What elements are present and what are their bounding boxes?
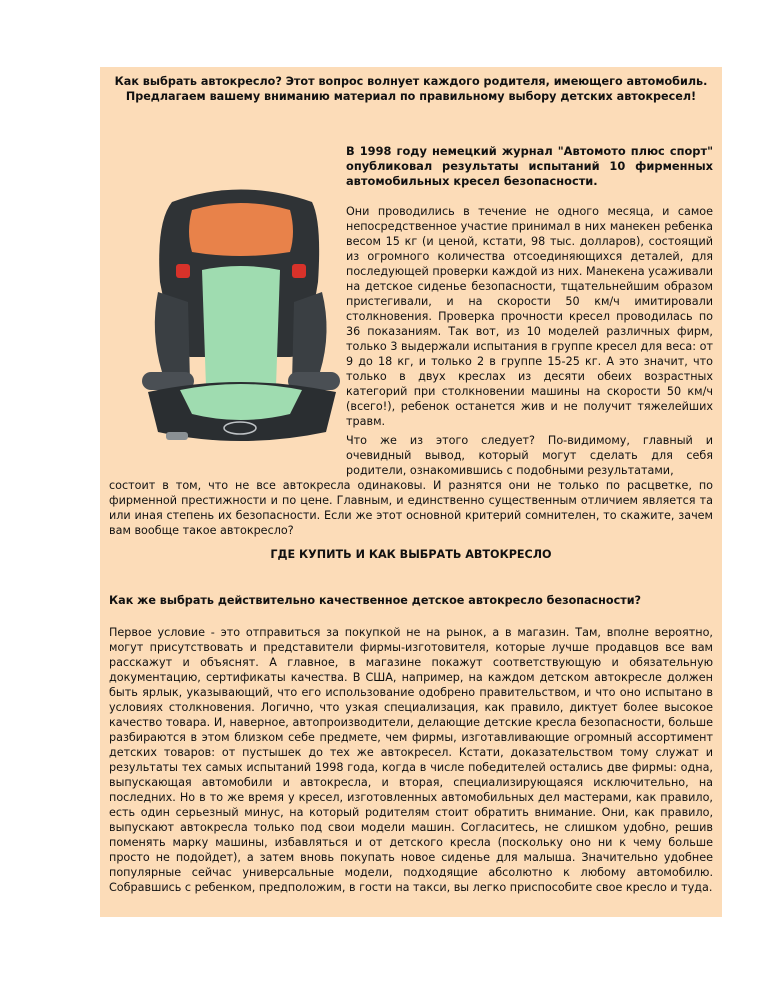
conclusion-continued: состоит в том, что не все автокресла одинаковы. И разнятся они не только по расцветке, по фирменной престижности и по цене. Главным, и единственно существенным отличием является та или иная степень их безопасности. Если же этот основной критерий сомнителен, то скажите, зачем вам вообще такое автокресло? <box>109 479 713 537</box>
intro-text: Как выбрать автокресло? Этот вопрос волнует каждого родителя, имеющего автомобиль. Предлагаем вашему вниманию материал по правильному выбору детских автокресел! <box>114 75 708 103</box>
section-question: Как же выбрать действительно качественное детское автокресло безопасности? <box>109 594 642 607</box>
section-body: Первое условие - это отправиться за покупкой не на рынок, а в магазин. Там, вполне вероятно, могут присутствовать и представители фирмы-изготовителя, которые лучше продавцов все вам расскажут и объяснят. А главное, в магазине покажут соответствующую и обязательную документацию, сертификаты качества. В США, например, на каждом детском автокресле должен быть ярлык, указывающий, что его использование одобрено правительством, и что оно испытано в условиях столкновения. Логично, что узкая специализация, как правило, диктует более высокое качество товара. И, наверное, автопроизводители, делающие детские кресла безопасности, больше разбираются в этом близком себе предмете, чем фирмы, изготавливающие огромный ассортимент детских товаров: от пустышек до тех же автокресел. Кстати, доказательством тому служат и результаты тех самых испытаний 1998 года, когда в числе победителей остались две фирмы: одна, выпускающая автомобили и автокресла, и вторая, специализирующаяся исключительно, на последних. Но в то же время у кресел, изготовленных автомобильных дел мастерами, как правило, есть один серьезный минус, на который родителям стоит обратить внимание. Они, как правило, выпускают автокресла только под свои модели машин. Согласитесь, не слишком удобно, решив поменять марку машины, избавляться и от детского кресла (поскольку оно ни к чему больше просто не подойдет), а затем вновь покупать новое сиденье для малыша. Значительно удобнее популярные сейчас универсальные модели, подходящие абсолютно к любому автомобилю. Собравшись с ребенком, предположим, в гости на такси, вы легко приспособите свое кресло и туда. <box>109 626 713 894</box>
section-heading: ГДЕ КУПИТЬ И КАК ВЫБРАТЬ АВТОКРЕСЛО <box>270 548 552 561</box>
lead-paragraph: В 1998 году немецкий журнал "Автомото плюс спорт" опубликовал результаты испытаний 10 фирменных автомобильных кресел безопасности. <box>346 144 713 188</box>
article-page <box>100 67 722 917</box>
conclusion-start: Что же из этого следует? По-видимому, главный и очевидный вывод, который могут сделать для себя родители, ознакомившись с подобными результатами, <box>346 434 713 477</box>
car-seat-image <box>140 182 340 447</box>
test-description: Они проводились в течение не одного месяца, и самое непосредственное участие принимал в них манекен ребенка весом 15 кг (и ценой, кстати, 98 тыс. долларов), состоящий из огромного количества отсоединяющихся деталей, для последующей проверки каждой из них. Манекена усаживали на детское сиденье безопасности, тщательнейшим образом пристегивали, и на скорости 50 км/ч имитировали столкновения. Проверка прочности кресел проводилась по 36 показаниям. Так вот, из 10 моделей различных фирм, только 3 выдержали испытания в группе кресел для веса: от 9 до 18 кг, и только 2 в группе 15-25 кг. А это значит, что только в двух креслах из десяти обеих возрастных категорий при столкновении машины на скорости 50 км/ч (всего!), ребенок останется жив и не получит тяжелейших травм. <box>346 205 713 428</box>
